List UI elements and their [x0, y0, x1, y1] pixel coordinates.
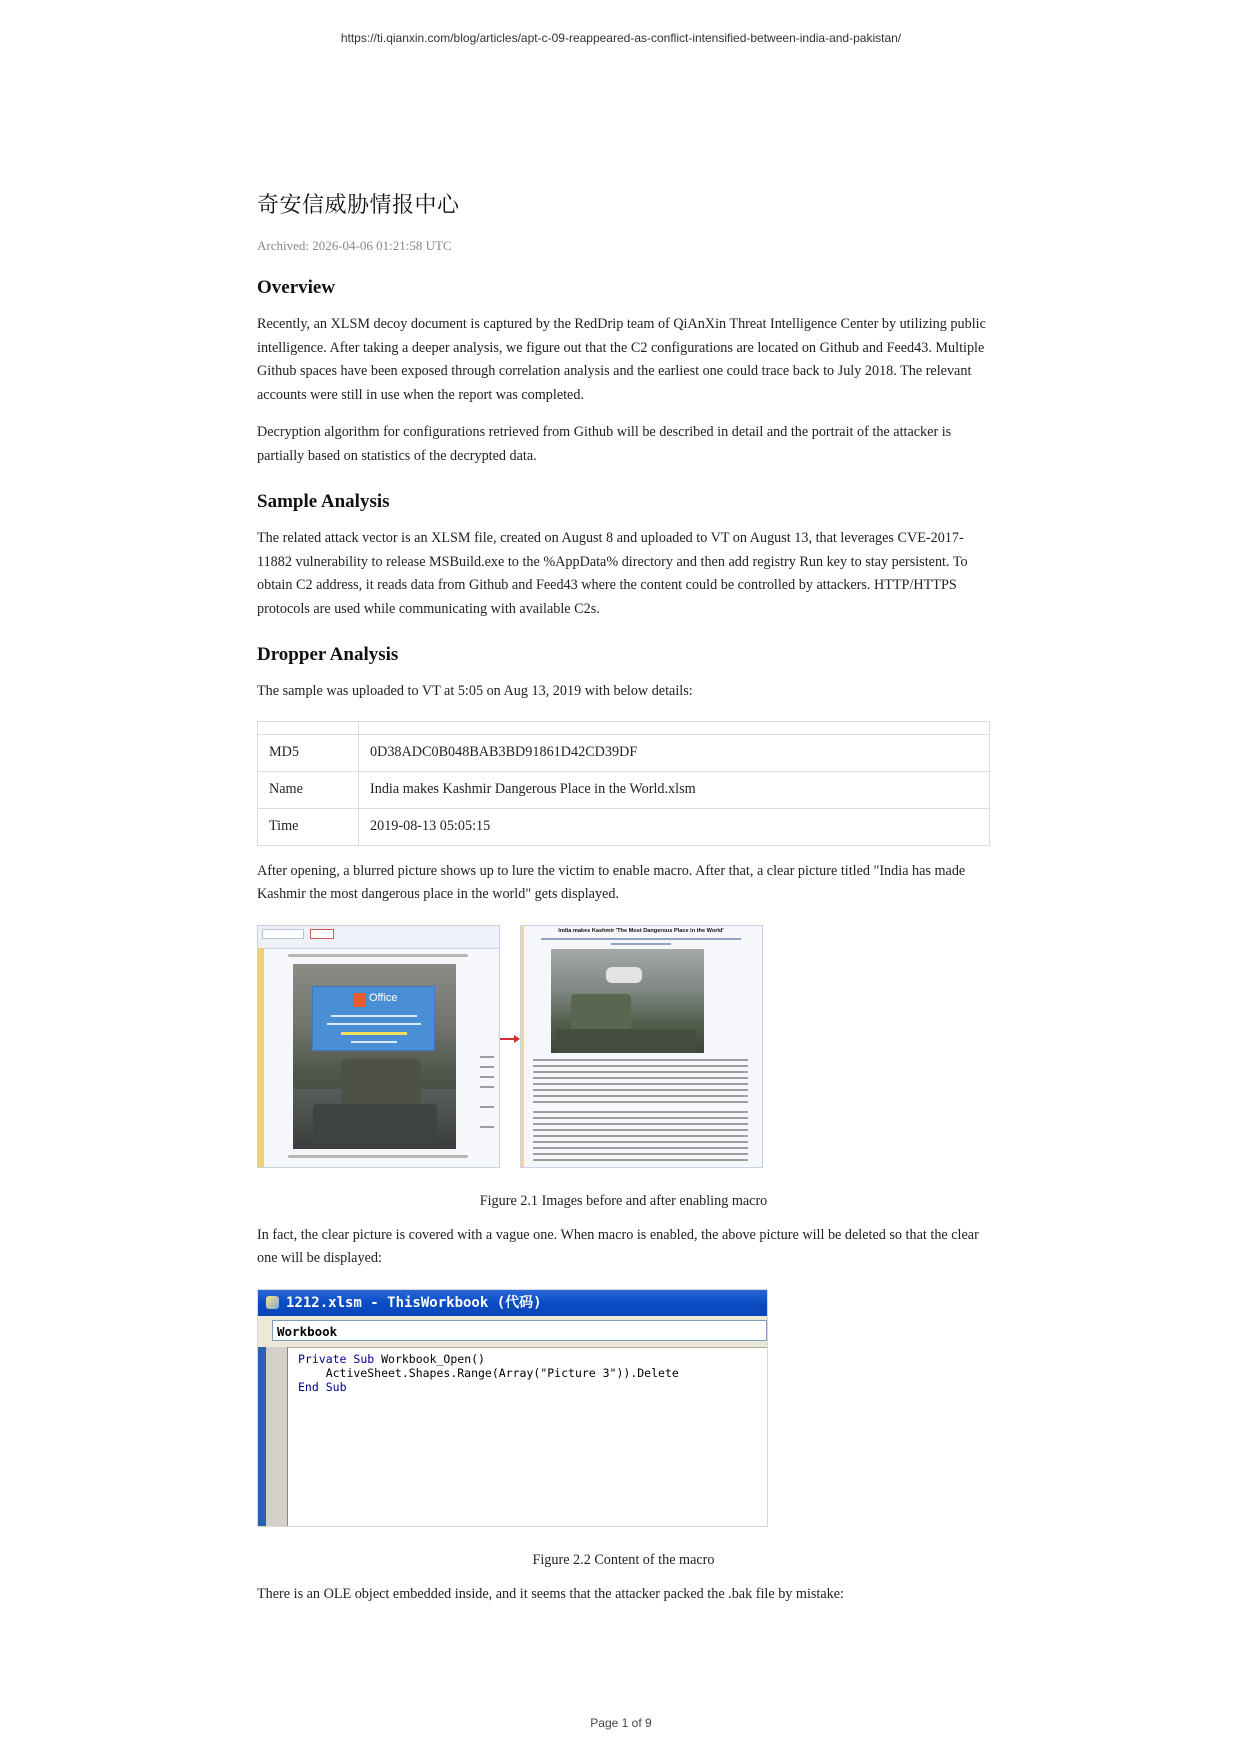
site-title: 奇安信威胁情报中心	[257, 193, 460, 218]
table-value: India makes Kashmir Dangerous Place in the World.xlsm	[359, 771, 990, 808]
page-number: Page 1 of 9	[590, 1716, 652, 1730]
vba-object-bar	[258, 1316, 767, 1348]
vba-editor-icon	[266, 1296, 279, 1309]
office-logo-text: Office	[369, 991, 398, 1004]
code-text: ActiveSheet.Shapes.Range(Array("Picture 3")).Delete	[298, 1365, 679, 1380]
office-logo-icon	[353, 993, 366, 1007]
overview-paragraph-1: Recently, an XLSM decoy document is captured by the RedDrip team of QiAnXin Threat Intelligence Center by utilizing public intelligence. After taking a deeper analysis, we figure out that the C2 configurations are located on Github and Feed43. Multiple Github spaces have been exposed through correlation analysis and the earliest one could trace back to July 2018. The relevant accounts were still in use when the report was completed.	[257, 316, 986, 403]
vba-window-title-bar	[258, 1290, 767, 1316]
code-text: Workbook_Open()	[374, 1351, 485, 1366]
table-key: Time	[258, 808, 359, 845]
object-dropdown[interactable]: Workbook	[272, 1320, 767, 1341]
sample-details-table	[257, 721, 990, 846]
code-keyword: Sub	[353, 1351, 375, 1366]
table-key: MD5	[258, 734, 359, 771]
enable-macro-lure-dialog	[312, 986, 435, 1051]
clear-picture-title: India makes Kashmir 'The Most Dangerous Place in the World'	[558, 927, 724, 934]
figure-2-caption: Figure 2.2 Content of the macro	[532, 1551, 715, 1568]
sample-analysis-heading: Sample Analysis	[257, 491, 390, 512]
code-keyword: Private	[298, 1351, 347, 1366]
figure-macro-code-window	[257, 1289, 768, 1527]
table-value: 0D38ADC0B048BAB3BD91861D42CD39DF	[359, 734, 990, 771]
table-row	[258, 771, 990, 808]
overview-heading: Overview	[257, 277, 336, 298]
dropper-analysis-paragraph: The sample was uploaded to VT at 5:05 on Aug 13, 2019 with below details:	[257, 683, 693, 699]
clear-photo	[551, 949, 704, 1053]
macro-code	[298, 1352, 679, 1394]
lure-description-paragraph: After opening, a blurred picture shows up to lure the victim to enable macro. After that, a clear picture titled "India has made Kashmir the most dangerous place in the world" gets displayed.	[257, 862, 966, 902]
figure-before-after-macro	[257, 925, 990, 1168]
table-key: Name	[258, 771, 359, 808]
ole-object-paragraph: There is an OLE object embedded inside, and it seems that the attacker packed the .bak file by mistake:	[257, 1585, 844, 1602]
excel-ribbon	[258, 926, 499, 949]
article	[257, 188, 990, 1606]
code-margin	[266, 1347, 288, 1526]
sample-analysis-paragraph: The related attack vector is an XLSM file, created on August 8 and uploaded to VT on August 13, that leverages CVE-2017-11882 vulnerability to release MSBuild.exe to the %AppData% directory and then add registry Run key to stay persistent. To obtain C2 address, it reads data from Github and Feed43 where the content could be controlled by attackers. HTTP/HTTPS protocols are used while communicating with available C2s.	[257, 530, 968, 617]
figure-1-caption: Figure 2.1 Images before and after enabling macro	[479, 1192, 768, 1209]
table-value: 2019-08-13 05:05:15	[359, 808, 990, 845]
arrow-icon	[500, 1038, 518, 1040]
table-header-row	[258, 721, 990, 734]
dropper-analysis-heading: Dropper Analysis	[257, 644, 399, 665]
archived-timestamp: Archived: 2026-04-06 01:21:58 UTC	[257, 238, 452, 253]
vba-window-title: 1212.xlsm - ThisWorkbook (代码)	[286, 1294, 542, 1311]
code-keyword: End	[298, 1379, 319, 1394]
table-row	[258, 808, 990, 845]
table-row	[258, 734, 990, 771]
blurred-screenshot	[257, 925, 500, 1168]
page-url[interactable]: https://ti.qianxin.com/blog/articles/apt-c-09-reappeared-as-conflict-intensified-between-india-and-pakistan/	[340, 31, 902, 45]
code-keyword: Sub	[325, 1379, 347, 1394]
clear-screenshot	[520, 925, 763, 1168]
macro-explanation-paragraph: In fact, the clear picture is covered with a vague one. When macro is enabled, the above picture will be deleted so that the clear one will be displayed:	[257, 1226, 979, 1266]
overview-paragraph-2: Decryption algorithm for configurations retrieved from Github will be described in detail and the portrait of the attacker is partially based on statistics of the decrypted data.	[257, 424, 952, 464]
